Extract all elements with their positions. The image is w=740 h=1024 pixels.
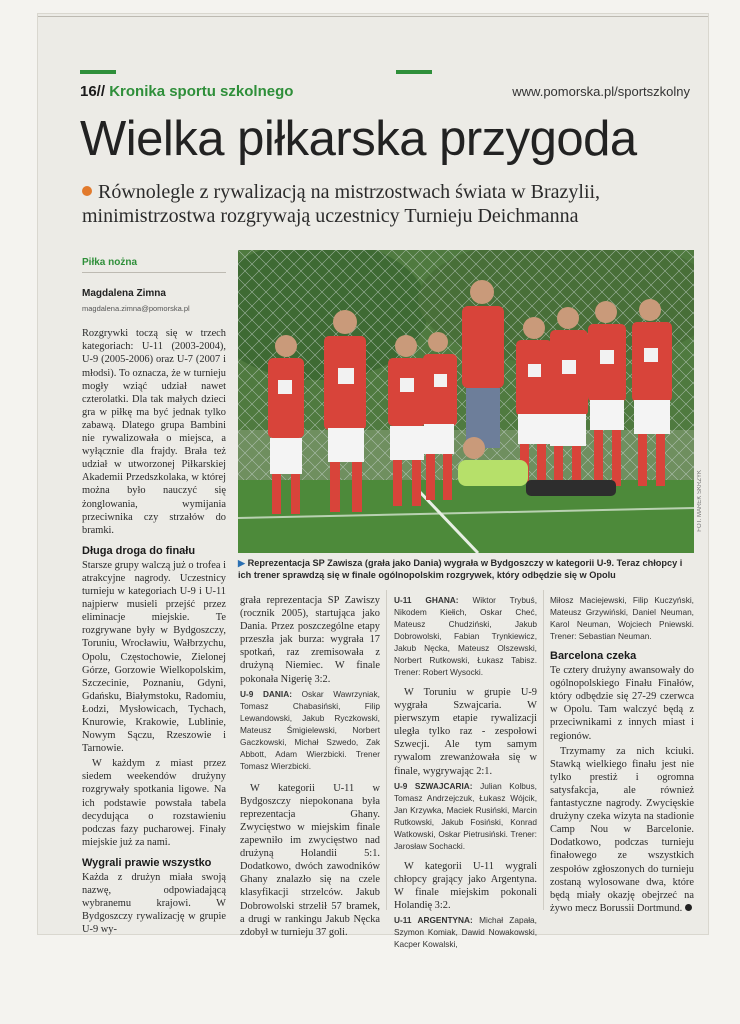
caption-text: Reprezentacja SP Zawisza (grała jako Dania) wygrała w Bydgoszczy w kategorii U-9. Teraz chłopcy i ich trener sprawdzą się w finale ogólnopolskim rozgrywek, który odbędzie się w Opolu [238,558,683,580]
team-roster [394,914,537,950]
article-tag: Piłka nożna [82,257,138,268]
roster-names: Wiktor Trybuś, Nikodem Kiełich, Oskar Cheć, Mateusz Chudziński, Jakub Dobrowolski, Fabian Trynkiewicz, Jakub Nęcka, Mateusz Olszewski, Norbert Rutkowski, Łukasz Tabisz. Trener: Robert Wysocki. [394,595,538,677]
team-roster [394,594,537,678]
page-header [80,80,690,102]
roster-label: U-9 SZWAJCARIA: [394,780,473,791]
article-column-1 [82,256,226,939]
paragraph-text: Trzymamy za nich kciuki. Stawką wielkiego finału jest nie tylko prestiż i ogromna satysfakcja, ale również fantastyczne nagrody. Zwycięskie drużyny czeka wizyta na stadionie Camp Nou w Barcelonie. Dodatkowo, podczas turnieju finałowego ze wszystkich zespołów zgłoszonych do turnieju zostaną wylosowane dwa, które będą miały okazję obejrzeć na żywo mecz Borussii Dortmund. [550,745,694,914]
roster-label: U-11 GHANA: [394,595,459,605]
section-label [80,83,293,100]
paragraph [550,745,694,915]
paragraph: W każdym z miast przez siedem weekendów drużyny rozgrywały spotkania ligowe. Na ich podstawie powstała tabela decydująca o rozstawieniu podczas fazy pucharowej. Finały miejskie już za nami. [82,758,226,848]
paragraph: Każda z drużyn miała swoją nazwę, odpowiadającą wybranemu krajowi. W Bydgoszczy rywalizację w grupie U-9 wy- [82,872,226,936]
url-accent-bar [396,70,432,74]
section-title: Kronika sportu szkolnego [109,82,294,100]
top-rule [38,16,708,17]
team-roster-continued: Miłosz Maciejewski, Filip Kuczyński, Mateusz Grzywiński, Daniel Neuman, Karol Neuman, Wojciech Pniewski. Trener: Sebastian Neuman. [550,595,694,641]
paragraph: W kategorii U-11 wygrali chłopcy grający jako Argentyna. W finale miejskim pokonali Holandię 3:2. [394,860,537,911]
photo-caption [238,557,694,581]
tag-rule [82,272,226,273]
article-column-4 [550,594,694,917]
roster-names: Michał Zapała, Szymon Komiak, Dawid Nowakowski, Kacper Kowalski, [394,915,537,950]
subheading: Wygrali prawie wszystko [82,856,212,869]
author-email: magdalena.zimna@pomorska.pl [82,304,190,314]
lede-text: Równolegle z rywalizacją na mistrzostwach świata w Brazylii, minimistrzostwa rozgrywają uczestnicy Turnieju Deichmanna [82,181,601,227]
column-divider [543,590,544,910]
subheading: Długa droga do finału [82,544,196,557]
end-of-article-icon [685,904,692,911]
caption-arrow-icon: ▶ [238,558,246,568]
column-divider [386,590,387,910]
team-roster [394,780,537,852]
roster-names: Julian Kolbus, Tomasz Andrzejczuk, Łukasz Wójcik, Jan Krzywka, Maciek Rusiński, Marcin Rutkowski, Jakub Fosiński, Konrad Watkowski, Oskar Pietrusiński. Trener: Jarosław Sochacki. [394,780,537,851]
author-name: Magdalena Zimna [82,288,166,300]
article-headline: Wielka piłkarska przygoda [80,112,637,166]
roster-label: U-11 ARGENTYNA: [394,915,473,926]
roster-names: Oskar Wawrzyniak, Tomasz Chabasiński, Filip Lewandowski, Jakub Ryczkowski, Mateusz Śmigielewski, Norbert Gaczkowski, Michał Szwedo, Zak Abbott, Adam Wierzbicki. Trener Tomasz Wierzbicki. [240,688,380,771]
team-photo [238,250,694,553]
article-column-2 [240,594,380,941]
paragraph: W kategorii U-11 w Bydgoszczy niepokonana była reprezentacja Ghany. Zwycięstwo w miejskim finale zapewniło im zwycięstwo nad drużyną Holandii 5:1. Dodatkowo, dwóch zawodników Ghany znalazło się na czele klasyfikacji strzelców. Jakub Dobrowolski strzelił 57 bramek, a drugi w rankingu Jakub Nęcka zdobył w turnieju 37 goli. [240,782,380,938]
roster-label: U-9 DANIA: [240,688,292,699]
article-column-3 [394,594,537,952]
paragraph: grała reprezentacja SP Zawiszy (rocznik 2005), startująca jako Dania. Przez poszczególne etapy przeszła jak burza: wygrała 17 spotkań, raz zremisowała z drużyną Niemiec. W finale pokonała Nigerię 3:2. [240,595,380,685]
subheading: Barcelona czeka [550,650,637,662]
photo-credit: FOT. MAREK SKRZYK [697,470,703,532]
paragraph: Rozgrywki toczą się w trzech kategoriach: U-11 (2003-2004), U-9 (2005-2006) oraz U-7 (2007 i młodsi). To oznacza, że w turnieju mogły wziąć udział nawet czterolatki. Dla tak małych dzieci gra w piłkę ma być jednak tylko zabawą. Dlatego grupa Bambini nie rywalizowała o miejsca, a wyłącznie dla frajdy. Brała też udział w utworzonej Piłkarskiej Akademii Przedszkolaka, w której można było nauczyć się żonglowania, wymijania przeciwnika czy strzałów do bramki. [82,328,226,536]
article-lede [82,180,700,228]
lede-bullet-icon [82,186,92,196]
site-url: www.pomorska.pl/sportszkolny [512,83,690,99]
paragraph: W Toruniu w grupie U-9 wygrała Szwajcaria. W pierwszym etapie rywalizacji uległa tylko raz - zespołowi Szwecji. Ale tym samym rywalom zrewanżowała się w finale, wygrywając 2:1. [394,687,537,777]
page-number: 16// [80,82,106,100]
team-roster [240,688,380,772]
paragraph: Te cztery drużyny awansowały do ogólnopolskiego Finału Finałów, który odbędzie się 27-29 czerwca w Opolu. Tam walczyć będą z przeciwnikami z innych miast i regionów. [550,665,694,742]
team-photo-illustration [238,250,694,553]
section-accent-bar [80,70,116,74]
paragraph: Starsze grupy walczą już o trofea i atrakcyjne nagrody. Uczestnicy turnieju w kategoriach U-9 i U-11 najpierw musieli przejść przez eliminacje miejskie. Te rozgrywane były w Bydgoszczy, Toruniu, Wrocławiu, Wałbrzychu, Opolu, Częstochowie, Zielonej Górze, Gorzowie Wielkopolskim, Szczecinie, Poznaniu, Gdyni, Gdańsku, Białymstoku, Radomiu, Łodzi, Mysłowicach, Tychach, Knurowie, Krakowie, Lublinie, Nowym Sączu, Rzeszowie i Tarnowie. [82,559,226,755]
